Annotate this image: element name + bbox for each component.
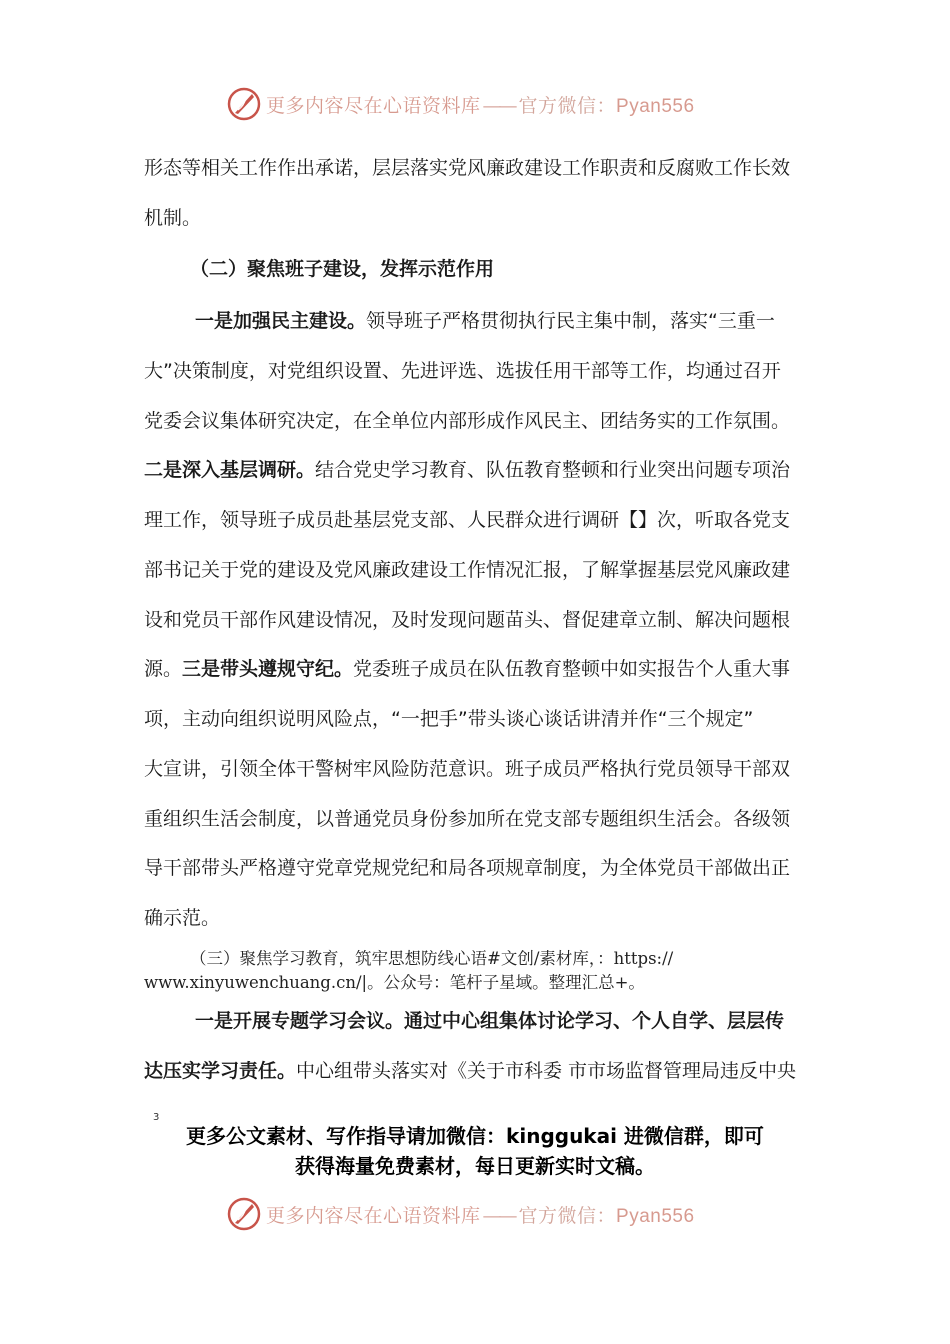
quill-logo-icon xyxy=(226,1196,262,1232)
body-line: 一是加强民主建设。领导班子严格贯彻执行民主集中制，落实“三重一 xyxy=(195,310,775,332)
body-line: 项，主动向组织说明风险点，“一把手”带头谈心谈话讲清并作“三个规定” xyxy=(144,708,754,730)
body-line: 理工作，领导班子成员赴基层党支部、人民群众进行调研【】次，听取各党支 xyxy=(144,509,791,531)
footer-notice-line: 更多公文素材、写作指导请加微信：kinggukai 进微信群，即可 xyxy=(186,1124,764,1148)
body-line: 导干部带头严格遵守党章党规党纪和局各项规章制度，为全体党员干部做出正 xyxy=(144,857,791,879)
body-line: 大”决策制度，对党组织设置、先进评选、选拔任用干部等工作，均通过召开 xyxy=(144,360,781,382)
footer-notice-line: 获得海量免费素材，每日更新实时文稿。 xyxy=(295,1154,655,1178)
body-line: 形态等相关工作作出承诺，层层落实党风廉政建设工作职责和反腐败工作长效 xyxy=(144,157,791,179)
quill-logo-icon xyxy=(226,86,262,122)
bold-paragraph-line: 一是开展专题学习会议。通过中心组集体讨论学习、个人自学、层层传 xyxy=(195,1010,785,1032)
inserted-ad-line: （三）聚焦学习教育，筑牢思想防线心语#文创/素材库，：https:// xyxy=(190,949,674,968)
body-line: 设和党员干部作风建设情况，及时发现问题苗头、督促建章立制、解决问题根 xyxy=(144,609,791,631)
body-line: 党委会议集体研究决定，在全单位内部形成作风民主、团结务实的工作氛围。 xyxy=(144,410,791,432)
body-line: 源。三是带头遵规守纪。党委班子成员在队伍教育整顿中如实报告个人重大事 xyxy=(144,658,791,680)
body-line: 确示范。 xyxy=(144,907,221,929)
section-heading: （二）聚焦班子建设，发挥示范作用 xyxy=(190,258,495,280)
body-line: 二是深入基层调研。结合党史学习教育、队伍教育整顿和行业突出问题专项治 xyxy=(144,459,791,481)
body-line: 大宣讲，引领全体干警树牢风险防范意识。班子成员严格执行党员领导干部双 xyxy=(144,758,791,780)
watermark-bottom: 更多内容尽在心语资料库 —— 官方微信：Pyan556 xyxy=(226,1194,695,1234)
inserted-ad-line: www.xinyuwenchuang.cn/|。公众号：笔杆子星域。整理汇总+。 xyxy=(144,973,645,992)
page-mark: 3 xyxy=(153,1112,160,1123)
body-line: 部书记关于党的建设及党风廉政建设工作情况汇报，了解掌握基层党风廉政建 xyxy=(144,559,791,581)
watermark-top: 更多内容尽在心语资料库 —— 官方微信：Pyan556 xyxy=(226,84,695,124)
body-line: 重组织生活会制度，以普通党员身份参加所在党支部专题组织生活会。各级领 xyxy=(144,808,791,830)
body-line: 达压实学习责任。中心组带头落实对《关于市科委 市市场监督管理局违反中央 xyxy=(144,1060,797,1082)
body-line: 机制。 xyxy=(144,207,202,229)
